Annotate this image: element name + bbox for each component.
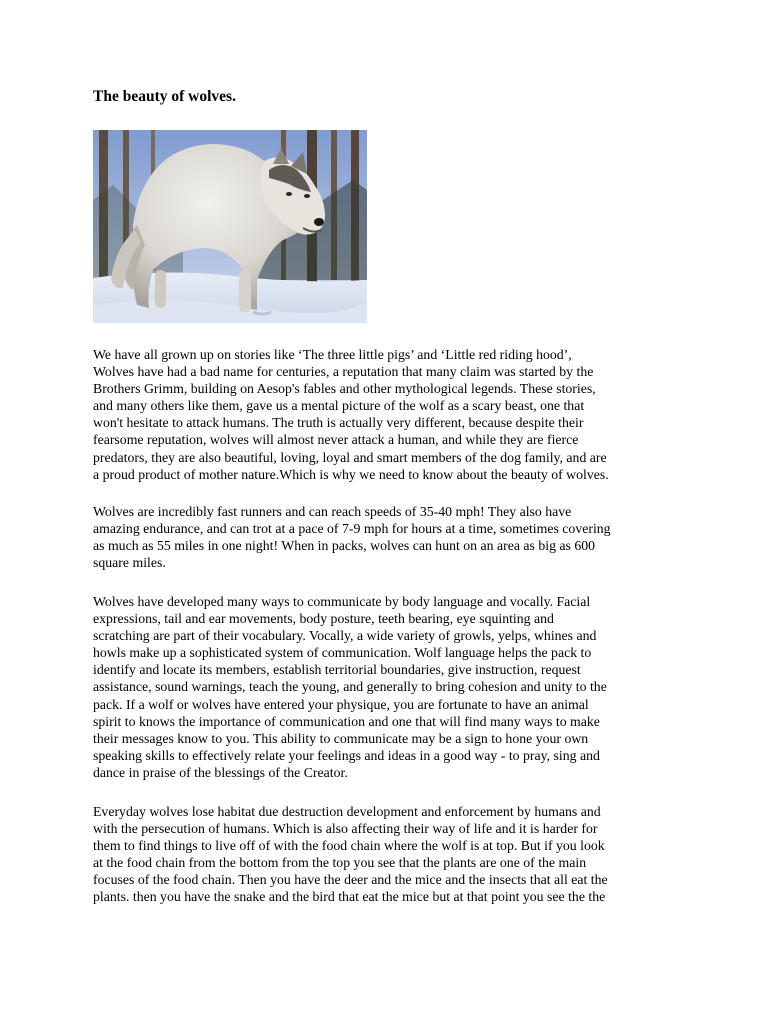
document-title: The beauty of wolves. [93,88,236,105]
text-line: predators, they are also beautiful, loving, loyal and smart members of the dog family, and are [93,449,607,465]
text-line: speaking skills to effectively relate your feelings and ideas in a good way - to pray, sing and [93,747,600,763]
paragraph-habitat [93,803,683,906]
text-line: at the food chain from the bottom from the top you see that the plants are one of the main [93,855,587,871]
paragraph-speed [93,503,683,571]
paragraph-communication [93,593,683,781]
text-line: square miles. [93,555,166,571]
text-line: We have all grown up on stories like ‘The three little pigs’ and ‘Little red riding hood’, [93,347,572,362]
text-line: identify and locate its members, establish territorial boundaries, give instruction, request [93,662,581,678]
text-line: as much as 55 miles in one night! When in packs, wolves can hunt on an area as big as 600 [93,538,596,554]
text-line: assistance, sound warnings, teach the young, and generally to bring cohesion and unity to the [93,679,607,695]
text-line: their messages know to you. This ability to communicate may be a sign to hone your own [93,730,589,746]
text-line: won't hesitate to attack humans. The truth is actually very different, because despite their [93,415,584,431]
text-line: them to find things to live off of with the food chain where the wolf is at top. But if you look [93,838,605,854]
text-line: focuses of the food chain. Then you have the deer and the mice and the insects that all eat the [93,872,608,888]
text-line: Wolves are incredibly fast runners and can reach speeds of 35-40 mph! They also have [93,504,572,519]
text-line: fearsome reputation, wolves will almost never attack a human, and while they are fierce [93,432,579,448]
text-line: pack. If a wolf or wolves have entered your physique, you are fortunate to have an animal [93,696,589,712]
paragraph-intro [93,346,683,483]
text-line: plants. then you have the snake and the bird that eat the mice but at that point you see the the [93,889,606,905]
text-line: with the persecution of humans. Which is also affecting their way of life and it is harder for [93,821,598,837]
text-line: Wolves have had a bad name for centuries, a reputation that many claim was started by the [93,364,594,380]
text-line: spirit to knows the importance of communication and one that will find many ways to make [93,713,600,729]
text-line: a proud product of mother nature.Which is why we need to know about the beauty of wolves. [93,466,609,482]
text-line: expressions, tail and ear movements, body posture, teeth bearing, eye squinting and [93,611,554,627]
text-line: howls make up a sophisticated system of communication. Wolf language helps the pack to [93,645,592,661]
text-line: Brothers Grimm, building on Aesop's fables and other mythological legends. These stories, [93,381,596,397]
text-line: amazing endurance, and can trot at a pace of 7-9 mph for hours at a time, sometimes covering [93,521,611,537]
text-line: and many others like them, gave us a mental picture of the wolf as a scary beast, one that [93,398,585,414]
wolf-photo [93,130,367,323]
text-line: Everyday wolves lose habitat due destruction development and enforcement by humans and [93,804,601,819]
text-line: scratching are part of their vocabulary. Vocally, a wide variety of growls, yelps, whines and [93,628,597,644]
text-line: Wolves have developed many ways to communicate by body language and vocally. Facial [93,594,591,609]
text-line: dance in praise of the blessings of the Creator. [93,764,348,780]
